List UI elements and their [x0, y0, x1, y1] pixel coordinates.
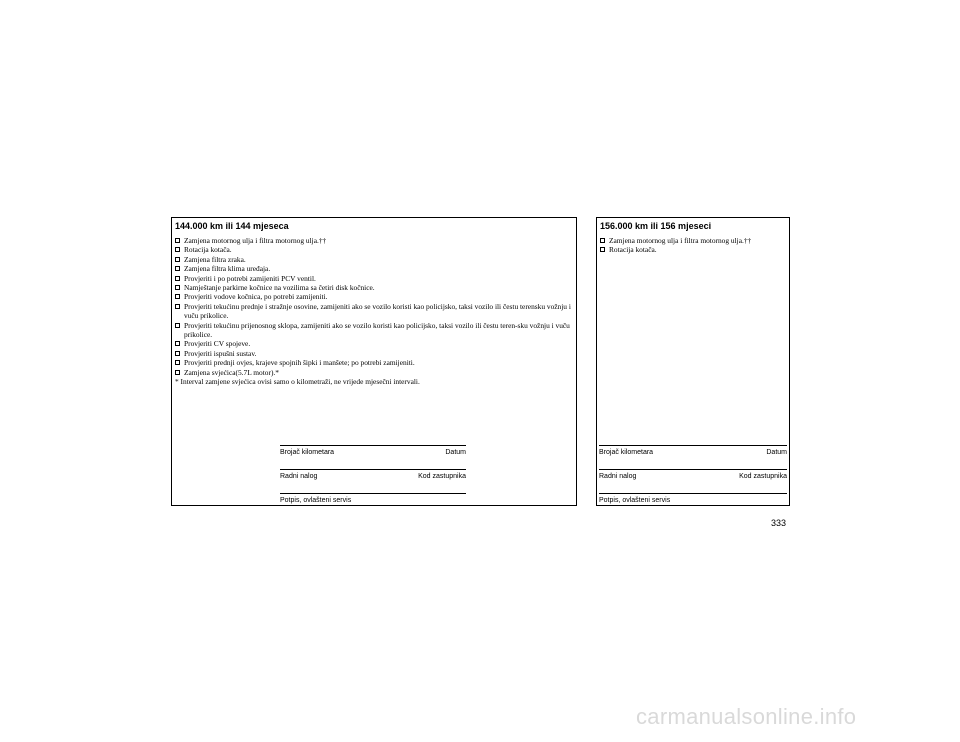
odometer-label: Brojač kilometara — [280, 449, 335, 456]
checkbox-icon — [175, 304, 180, 309]
checkbox-icon — [175, 351, 180, 356]
maintenance-box-156 — [596, 217, 790, 506]
task-item: Namještanje parkirne kočnice na vozilima sa četiri disk kočnice. — [175, 283, 576, 292]
task-list — [172, 236, 576, 377]
dealer-code-label: Kod zastupnika — [418, 473, 466, 480]
dealer-code-label: Kod zastupnika — [739, 473, 787, 480]
checkbox-icon — [175, 247, 180, 252]
task-item: Provjeriti prednji ovjes, krajeve spojnih šipki i manšete; po potrebi zamijeniti. — [175, 358, 576, 367]
task-item: Zamjena svjećica(5.7L motor).* — [175, 368, 576, 377]
odometer-label: Brojač kilometara — [599, 449, 654, 456]
signature-row — [280, 493, 466, 505]
signature-row — [280, 469, 466, 493]
signature-block — [280, 445, 466, 505]
task-item: Provjeriti CV spojeve. — [175, 339, 576, 348]
task-item: Rotacija kotača. — [600, 245, 789, 254]
signature-row — [280, 445, 466, 469]
checkbox-icon — [175, 323, 180, 328]
section-title: 144.000 km ili 144 mjeseca — [175, 221, 289, 231]
date-label: Datum — [766, 449, 787, 456]
signature-row — [599, 445, 787, 469]
checkbox-icon — [175, 341, 180, 346]
signature-row — [599, 469, 787, 493]
checkbox-icon — [600, 238, 605, 243]
work-order-label: Radni nalog — [280, 473, 318, 480]
checkbox-icon — [175, 370, 180, 375]
task-list — [597, 236, 789, 255]
signature-block — [599, 445, 787, 505]
date-label: Datum — [445, 449, 466, 456]
task-item: Rotacija kotača. — [175, 245, 576, 254]
signature-row — [599, 493, 787, 505]
maintenance-box-144 — [171, 217, 577, 506]
checkbox-icon — [600, 247, 605, 252]
watermark: carmanualsonline.info — [636, 704, 857, 729]
task-item: Provjeriti i po potrebi zamijeniti PCV ventil. — [175, 274, 576, 283]
task-item: Provjeriti ispušni sustav. — [175, 349, 576, 358]
task-item: Provjeriti tekućinu prednje i stražnje osovine, zamijeniti ako se vozilo koristi kao policijsko, taksi vozilo ili čestu terensku vožnju i vuču prikolice. — [175, 302, 576, 321]
checkbox-icon — [175, 294, 180, 299]
checkbox-icon — [175, 285, 180, 290]
checkbox-icon — [175, 360, 180, 365]
page-number: 333 — [771, 518, 787, 528]
footnote: * Interval zamjene svjećica ovisi samo o kilometraži, ne vrijede mjesečni intervali. — [175, 377, 420, 387]
task-item: Provjeriti vodove kočnica, po potrebi zamijeniti. — [175, 292, 576, 301]
work-order-label: Radni nalog — [599, 473, 637, 480]
checkbox-icon — [175, 238, 180, 243]
section-title: 156.000 km ili 156 mjeseci — [600, 221, 712, 231]
task-item: Zamjena motornog ulja i filtra motornog ulja.†† — [600, 236, 789, 245]
task-item: Zamjena filtra zraka. — [175, 255, 576, 264]
task-item: Zamjena motornog ulja i filtra motornog ulja.†† — [175, 236, 576, 245]
checkbox-icon — [175, 257, 180, 262]
checkbox-icon — [175, 266, 180, 271]
task-item: Provjeriti tekućinu prijenosnog sklopa, zamijeniti ako se vozilo koristi kao policijsko, taksi vozilo ili čestu teren-sku vožnju i vuču prikolice. — [175, 321, 576, 340]
service-signature-label: Potpis, ovlašteni servis — [599, 497, 671, 504]
service-signature-label: Potpis, ovlašteni servis — [280, 497, 352, 504]
task-item: Zamjena filtra klima uređaja. — [175, 264, 576, 273]
checkbox-icon — [175, 276, 180, 281]
